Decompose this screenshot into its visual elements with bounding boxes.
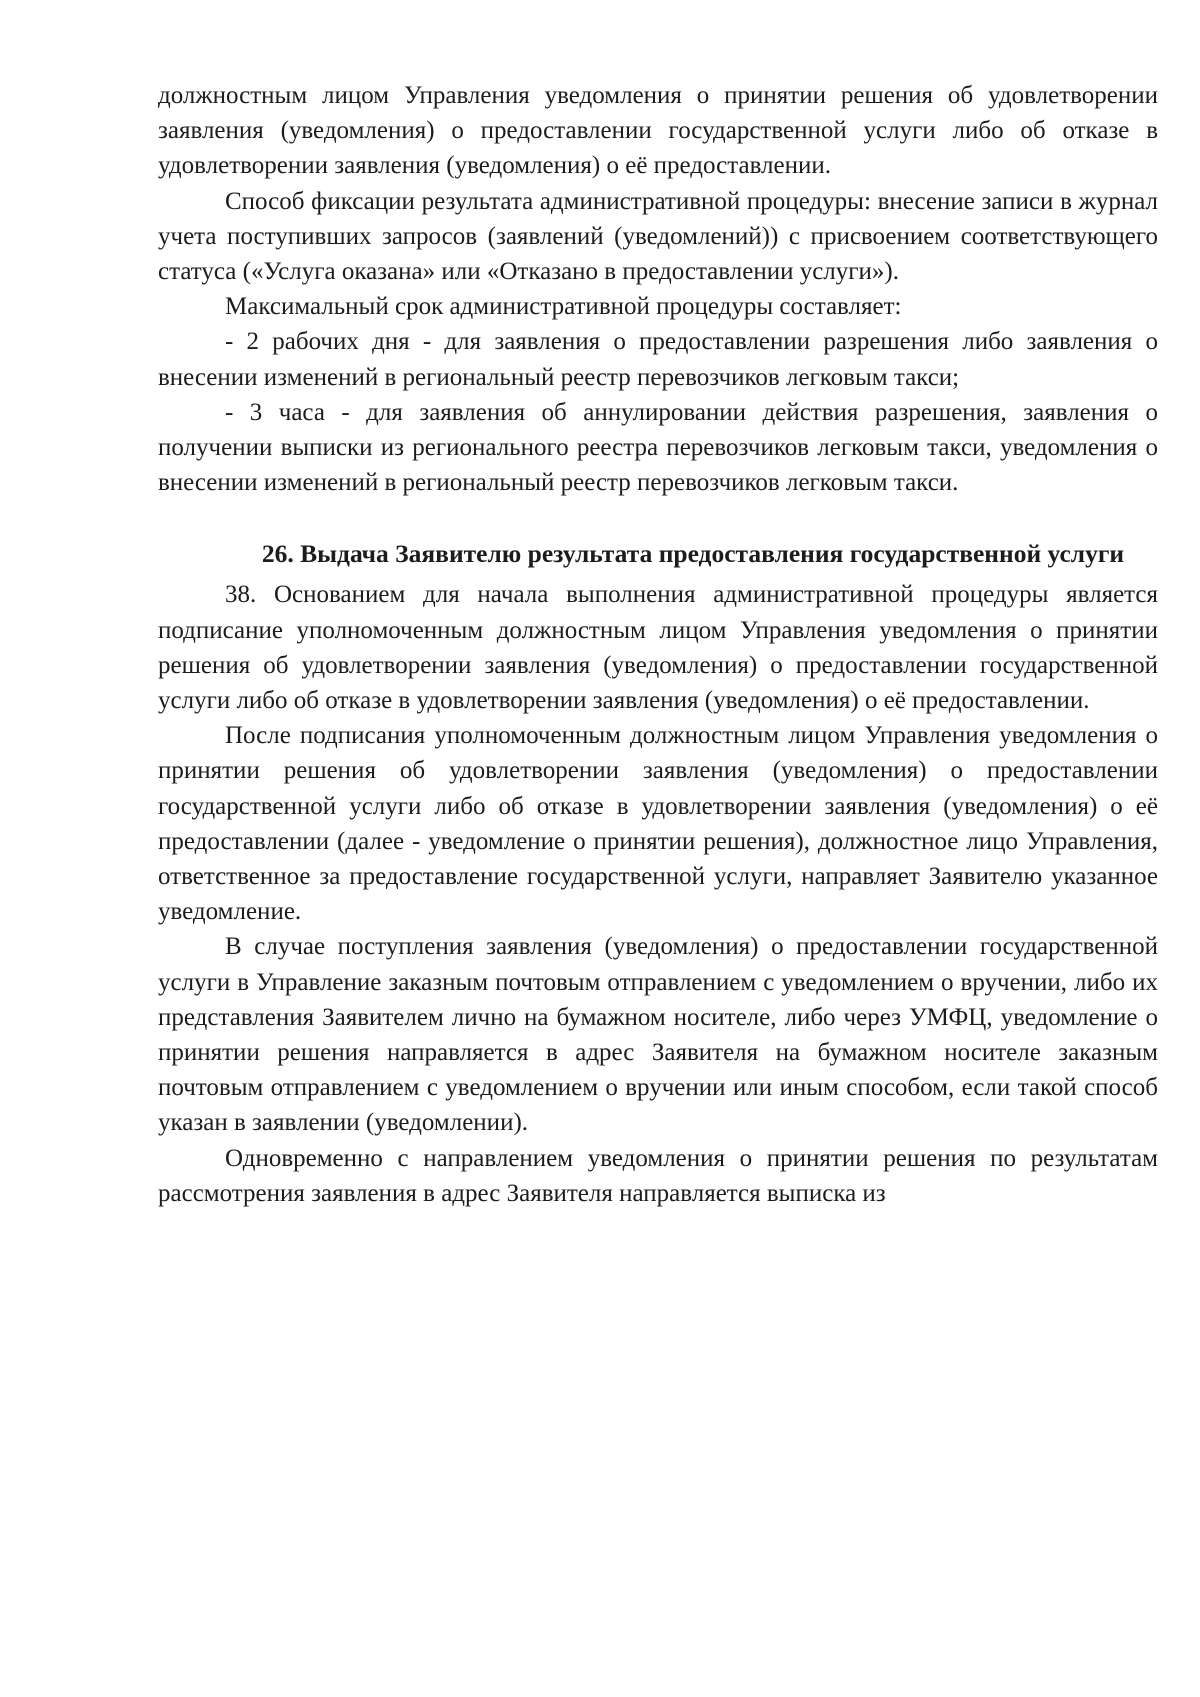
paragraph-extract: Одновременно с направлением уведомления о принятии решения по результатам рассмотрения заявления в адрес Заявителя направляется выписка из [158,1144,1158,1207]
document-page [158,78,1158,1211]
paragraph-fixation-method: Способ фиксации результата административной процедуры: внесение записи в журнал учета поступивших запросов (заявлений (уведомлений)) с присвоением соответствующего статуса («Услуга оказана» или «Отказано в предоставлении услуги»). [158,187,1158,286]
paragraph-term-two-days: - 2 рабочих дня - для заявления о предоставлении разрешения либо заявления о внесении изменений в региональный реестр перевозчиков легковым такси; [158,328,1158,391]
paragraph-max-term: Максимальный срок административной процедуры составляет: [225,293,902,321]
paragraph-term-three-hours: - 3 часа - для заявления об аннулировании действия разрешения, заявления о получении выписки из регионального реестра перевозчиков легковым такси, уведомления о внесении изменений в региональный реестр перевозчиков легковым такси. [158,398,1158,497]
paragraph-continuation: должностным лицом Управления уведомления о принятии решения об удовлетворении заявления (уведомления) о предоставлении государственной услуги либо об отказе в удовлетворении заявления (уведомления) о её предоставлении. [158,82,1158,180]
paragraph-postal-delivery: В случае поступления заявления (уведомления) о предоставлении государственной услуги в Управление заказным почтовым отправлением с уведомлением о вручении, либо их представления Заявителем лично на бумажном носителе, либо через УМФЦ, уведомление о принятии решения направляется в адрес Заявителя на бумажном носителе заказным почтовым отправлением с уведомлением о вручении или иным способом, если такой способ указан в заявлении (уведомлении). [158,933,1158,1137]
paragraph-38: 38. Основанием для начала выполнения административной процедуры является подписание уполномоченным должностным лицом Управления уведомления о принятии решения об удовлетворении заявления (уведомления) о предоставлении государственной услуги либо об отказе в удовлетворении заявления (уведомления) о её предоставлении. [158,581,1158,715]
section-title: 26. Выдача Заявителю результата предоставления государственной услуги [261,539,1125,569]
paragraph-after-signing: После подписания уполномоченным должностным лицом Управления уведомления о принятии решения об удовлетворении заявления (уведомления) о предоставлении государственной услуги либо об отказе в удовлетворении заявления (уведомления) о её предоставлении (далее - уведомление о принятии решения), должностное лицо Управления, ответственное за предоставление государственной услуги, направляет Заявителю указанное уведомление. [158,722,1158,926]
